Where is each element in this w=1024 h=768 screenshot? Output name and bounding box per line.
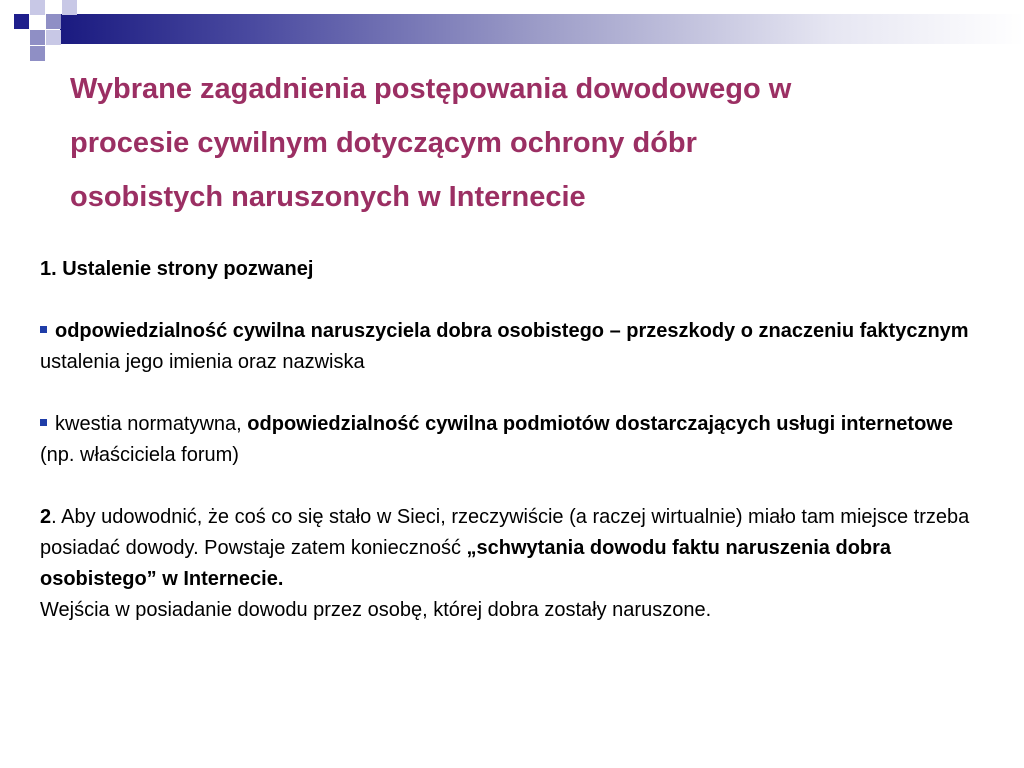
banner-square-icon xyxy=(30,0,45,15)
bullet-1-text: ustalenia jego imienia oraz nazwiska xyxy=(40,351,365,373)
section-1-heading: 1. Ustalenie strony pozwanej xyxy=(40,258,314,280)
bullet-1 xyxy=(40,316,990,378)
title-line-2: procesie cywilnym dotyczącym ochrony dóbr xyxy=(70,127,697,159)
banner-square-icon xyxy=(46,30,61,45)
bullet-square-icon xyxy=(40,326,47,333)
bullet-2-text-end: (np. właściciela forum) xyxy=(40,444,239,466)
section-2-paragraph xyxy=(40,502,990,595)
slide-title xyxy=(70,62,970,224)
banner-square-icon xyxy=(46,14,61,29)
bullet-2-bold: odpowiedzialność cywilna podmiotów dostarczających usługi internetowe xyxy=(247,413,953,435)
section-2-text-2: Wejścia w posiadanie dowodu przez osobę, której dobra zostały naruszone. xyxy=(40,599,712,621)
section-2-number: 2 xyxy=(40,506,52,528)
banner-square-icon xyxy=(62,0,77,15)
bullet-2 xyxy=(40,409,990,471)
bullet-square-icon xyxy=(40,419,47,426)
slide-body xyxy=(40,254,990,626)
banner-square-icon xyxy=(30,30,45,45)
section-2-text-1: . Aby udowodnić, że coś co się stało w Sieci, rzeczywiście (a raczej wirtualnie) miało tam miejsce trzeba posiadać dowody. Powstaje zatem konieczność xyxy=(40,506,970,559)
bullet-1-bold: odpowiedzialność cywilna naruszyciela dobra osobistego – przeszkody o znaczeniu faktycznym xyxy=(55,320,969,342)
decorative-banner xyxy=(0,0,1024,70)
section-2-bold: „schwytania dowodu faktu naruszenia dobra osobistego” w Internecie. xyxy=(40,537,892,590)
bullet-2-text-start: kwestia normatywna, xyxy=(55,413,248,435)
title-line-1: Wybrane zagadnienia postępowania dowodowego w xyxy=(70,73,792,105)
banner-gradient-bar xyxy=(60,14,1024,44)
banner-square-icon xyxy=(30,46,45,61)
title-line-3: osobistych naruszonych w Internecie xyxy=(70,181,586,213)
banner-square-icon xyxy=(14,14,29,29)
